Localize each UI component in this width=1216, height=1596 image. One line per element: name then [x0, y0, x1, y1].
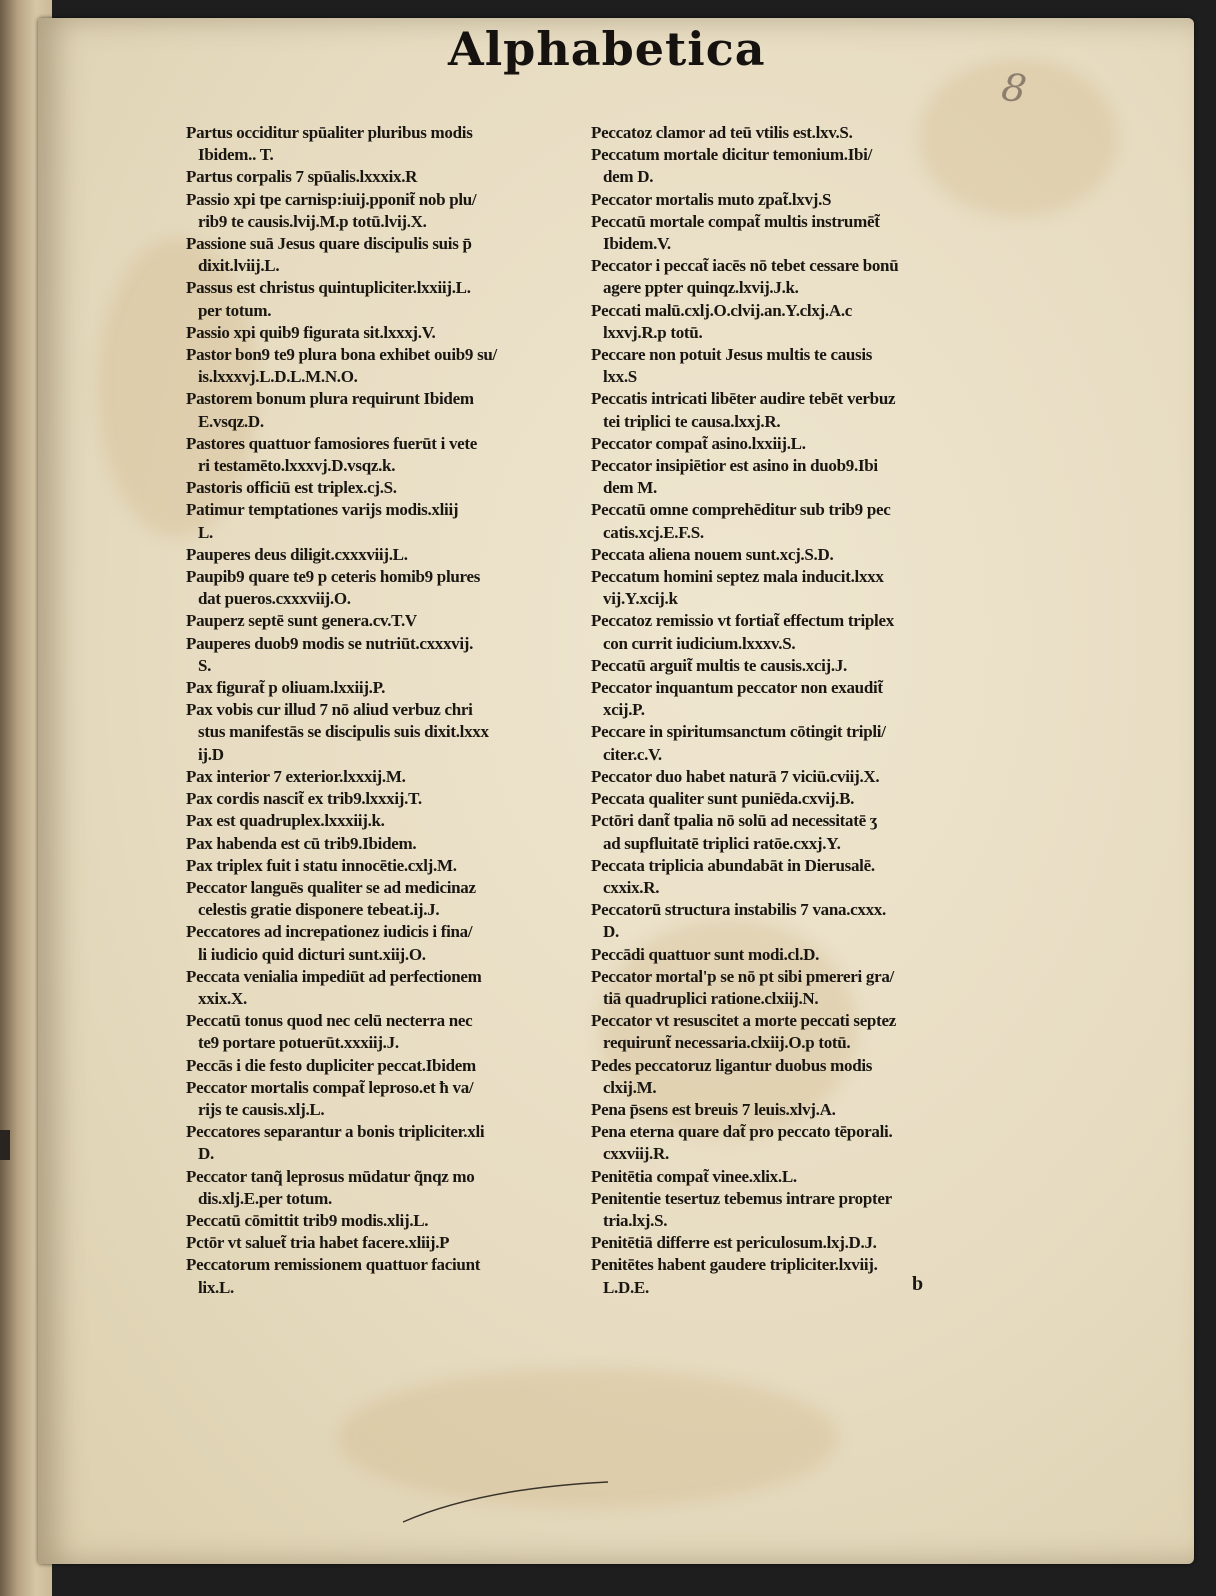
index-entry [591, 944, 961, 966]
entry-line: Peccator mortal'p se nō pt sibi pmereri gra/ [591, 966, 894, 986]
entry-continuation-line: L. [198, 522, 213, 542]
entry-line: Pax habenda est cū trib9.Ibidem. [186, 833, 417, 853]
entry-line: Peccator duo habet naturā 7 viciū.cviij.X. [591, 766, 880, 786]
entry-continuation-line: ij.D [198, 744, 224, 764]
index-entry [591, 655, 961, 677]
entry-continuation-line: tria.lxj.S. [603, 1210, 668, 1230]
book-page [38, 18, 1194, 1564]
entry-line: Partus corpalis 7 spūalis.lxxxix.R [186, 167, 418, 187]
entry-line: Peccatū tonus quod nec celū necterra nec [186, 1011, 473, 1031]
entry-continuation-line: Ibidem.. T. [198, 145, 274, 165]
entry-continuation-line: dem M. [603, 478, 657, 498]
entry-line: Pauperes deus diligit.cxxxviij.L. [186, 544, 408, 564]
entry-continuation-line: dis.xlj.E.per totum. [198, 1188, 332, 1208]
entry-line: Peccatū cōmittit trib9 modis.xlij.L. [186, 1210, 429, 1230]
index-entry [591, 899, 961, 943]
index-entry [186, 1121, 566, 1165]
index-entry [186, 433, 566, 477]
entry-line: Peccatis intricati libēter audire tebēt verbuz [591, 389, 896, 409]
running-heading: Alphabetica [448, 22, 766, 76]
index-column-left [186, 122, 566, 1299]
entry-line: Peccatores separantur a bonis tripliciter.xli [186, 1122, 485, 1142]
entry-line: Peccata qualiter sunt puniēda.cxvij.B. [591, 789, 855, 809]
index-entry [186, 877, 566, 921]
entry-line: Peccata aliena nouem sunt.xcj.S.D. [591, 544, 834, 564]
entry-continuation-line: con currit iudicium.lxxxv.S. [603, 633, 796, 653]
entry-line: Peccator mortalis compat̃ leproso.et ħ va/ [186, 1077, 474, 1097]
entry-line: Passio xpi tpe carnisp:iuij.pponit̃ nob plu/ [186, 189, 477, 209]
entry-line: Pax est quadruplex.lxxxiij.k. [186, 811, 385, 831]
index-entry [591, 1010, 961, 1054]
index-entry [186, 344, 566, 388]
index-entry [591, 344, 961, 388]
index-entry [186, 388, 566, 432]
entry-continuation-line: lix.L. [198, 1277, 234, 1297]
index-entry [591, 544, 961, 566]
entry-line: Pastor bon9 te9 plura bona exhibet ouib9 su/ [186, 345, 497, 365]
index-entry [186, 1210, 566, 1232]
index-entry [591, 810, 961, 854]
entry-line: Peccatum mortale dicitur temonium.Ibi/ [591, 145, 873, 165]
index-entry [591, 144, 961, 188]
index-entry [591, 455, 961, 499]
index-entry [186, 633, 566, 677]
signature-mark: b [912, 1273, 924, 1295]
entry-continuation-line: xcij.P. [603, 700, 645, 720]
index-entry [186, 610, 566, 632]
entry-continuation-line: E.vsqz.D. [198, 411, 264, 431]
entry-line: Peccator languēs qualiter se ad medicinaz [186, 877, 476, 897]
index-entry [591, 1166, 961, 1188]
index-entry [591, 1188, 961, 1232]
index-entry [186, 1010, 566, 1054]
entry-continuation-line: D. [198, 1144, 214, 1164]
entry-line: Peccata venialia impediūt ad perfectionem [186, 966, 482, 986]
entry-line: Peccatū mortale compat̃ multis instrumēt̃ [591, 211, 880, 231]
entry-line: Pedes peccatoruz ligantur duobus modis [591, 1055, 873, 1075]
entry-line: Passio xpi quib9 figurata sit.lxxxj.V. [186, 322, 436, 342]
entry-line: Peccator insipiētior est asino in duob9.Ibi [591, 456, 878, 476]
index-entry [591, 766, 961, 788]
entry-line: Peccare non potuit Jesus multis te causis [591, 345, 873, 365]
entry-continuation-line: citer.c.V. [603, 744, 662, 764]
index-entry [186, 810, 566, 832]
index-entry [186, 1077, 566, 1121]
folio-number: 8 [999, 64, 1030, 112]
entry-line: Pena eterna quare dat̃ pro peccato tēporali. [591, 1122, 893, 1142]
entry-line: Pax vobis cur illud 7 nō aliud verbuz chri [186, 700, 473, 720]
entry-line: Pctōr vt saluet̃ tria habet facere.xliij.P [186, 1233, 450, 1253]
index-entry [186, 1166, 566, 1210]
entry-continuation-line: stus manifestās se discipulis suis dixit.lxxx [198, 722, 489, 742]
index-column-right [591, 122, 961, 1299]
index-entry [186, 766, 566, 788]
index-entry [591, 610, 961, 654]
entry-continuation-line: per totum. [198, 300, 272, 320]
entry-continuation-line: dixit.lviij.L. [198, 256, 280, 276]
index-entry [186, 677, 566, 699]
index-entry [186, 966, 566, 1010]
entry-continuation-line: dat pueros.cxxxviij.O. [198, 589, 351, 609]
index-entry [591, 189, 961, 211]
index-entry [186, 544, 566, 566]
entry-line: Penitētes habent gaudere tripliciter.lxviij. [591, 1255, 878, 1275]
entry-continuation-line: cxxviij.R. [603, 1144, 669, 1164]
entry-line: Pctōri dant̃ tpalia nō solū ad necessitatē ʒ [591, 811, 878, 831]
entry-continuation-line: requirunt̃ necessaria.clxiij.O.p totū. [603, 1033, 851, 1053]
entry-continuation-line: tei triplici te causa.lxxj.R. [603, 411, 781, 431]
entry-line: Pauperes duob9 modis se nutriūt.cxxxvij. [186, 633, 474, 653]
index-entry [186, 477, 566, 499]
index-entry [591, 499, 961, 543]
index-entry [591, 1055, 961, 1099]
entry-line: Peccatorum remissionem quattuor faciunt [186, 1255, 481, 1275]
index-entry [186, 1055, 566, 1077]
entry-line: Peccatū omne comprehēditur sub trib9 pec [591, 500, 891, 520]
entry-line: Peccator tanq̃ leprosus mūdatur q̃nqz mo [186, 1166, 475, 1186]
entry-continuation-line: rijs te causis.xlj.L. [198, 1099, 325, 1119]
entry-continuation-line: Ibidem.V. [603, 234, 671, 254]
entry-line: Peccās i die festo dupliciter peccat.Ibidem [186, 1055, 476, 1075]
entry-line: Pax cordis nascit̃ ex trib9.lxxxij.T. [186, 789, 422, 809]
entry-line: Pastoris officiū est triplex.cj.S. [186, 478, 397, 498]
entry-line: Passus est christus quintupliciter.lxxiij.L. [186, 278, 471, 298]
entry-continuation-line: li iudicio quid dicturi sunt.xiij.O. [198, 944, 426, 964]
pen-stroke-mark [398, 1478, 618, 1528]
index-entry [186, 921, 566, 965]
entry-line: Pax figurat̃ p oliuam.lxxiij.P. [186, 678, 386, 698]
entry-line: Passione suā Jesus quare discipulis suis p̄ [186, 234, 472, 254]
entry-line: Peccata triplicia abundabāt in Dierusalē. [591, 855, 875, 875]
index-entry [591, 255, 961, 299]
entry-line: Peccatoz remissio vt fortiat̃ effectum triplex [591, 611, 894, 631]
entry-line: Pax triplex fuit i statu innocētie.cxlj.M. [186, 855, 457, 875]
index-entry [591, 1099, 961, 1121]
entry-line: Peccatoz clamor ad teū vtilis est.lxv.S. [591, 123, 853, 142]
entry-continuation-line: rib9 te causis.lvij.M.p totū.lvij.X. [198, 211, 427, 231]
entry-line: Pastorem bonum plura requirunt Ibidem [186, 389, 474, 409]
entry-continuation-line: ad supfluitatē triplici ratōe.cxxj.Y. [603, 833, 841, 853]
entry-continuation-line: celestis gratie disponere tebeat.ij.J. [198, 900, 440, 920]
entry-line: Penitētiā differre est periculosum.lxj.D.J. [591, 1233, 877, 1253]
index-entry [186, 277, 566, 321]
entry-line: Peccator inquantum peccator non exaudit̃ [591, 678, 883, 698]
index-entry [186, 788, 566, 810]
entry-continuation-line: dem D. [603, 167, 654, 187]
index-entry [186, 322, 566, 344]
index-entry [186, 1232, 566, 1254]
entry-line: Peccatores ad increpationez iudicis i fina/ [186, 922, 473, 942]
entry-line: Peccatorū structura instabilis 7 vana.cxxx. [591, 900, 886, 920]
entry-line: Peccatum homini septez mala inducit.lxxx [591, 567, 884, 587]
entry-continuation-line: xxix.X. [198, 988, 247, 1008]
entry-line: Peccādi quattuor sunt modi.cl.D. [591, 944, 820, 964]
entry-line: Peccator compat̃ asino.lxxiij.L. [591, 433, 806, 453]
entry-line: Peccatū arguit̃ multis te causis.xcij.J. [591, 655, 848, 675]
entry-continuation-line: lxx.S [603, 367, 637, 387]
entry-continuation-line: catis.xcj.E.F.S. [603, 522, 704, 542]
entry-line: Peccati malū.cxlj.O.clvij.an.Y.clxj.A.c [591, 300, 853, 320]
index-entry [591, 1254, 961, 1298]
index-entry [186, 855, 566, 877]
entry-continuation-line: tiā quadruplici ratione.clxiij.N. [603, 988, 819, 1008]
entry-line: Paupib9 quare te9 p ceteris homib9 plures [186, 567, 481, 587]
index-entry [591, 566, 961, 610]
index-entry [591, 677, 961, 721]
binding-mark [0, 1130, 10, 1160]
entry-continuation-line: is.lxxxvj.L.D.L.M.N.O. [198, 367, 358, 387]
index-entry [591, 433, 961, 455]
index-entry [186, 233, 566, 277]
index-entry [186, 122, 566, 166]
index-entry [591, 300, 961, 344]
entry-line: Pax interior 7 exterior.lxxxij.M. [186, 766, 406, 786]
entry-continuation-line: lxxvj.R.p totū. [603, 322, 703, 342]
index-entry [186, 566, 566, 610]
entry-continuation-line: te9 portare potuerūt.xxxiij.J. [198, 1033, 399, 1053]
entry-line: Penitentie tesertuz tebemus intrare propter [591, 1188, 892, 1208]
index-entry [186, 1254, 566, 1298]
index-entry [591, 122, 961, 144]
entry-continuation-line: clxij.M. [603, 1077, 657, 1097]
entry-line: Peccator vt resuscitet a morte peccati septez [591, 1011, 896, 1031]
index-entry [186, 833, 566, 855]
entry-line: Peccator i peccat̃ iacēs nō tebet cessare bonū [591, 256, 899, 276]
entry-continuation-line: S. [198, 655, 212, 675]
index-entry [591, 788, 961, 810]
entry-line: Patimur temptationes varijs modis.xliij [186, 500, 459, 520]
entry-continuation-line: agere ppter quinqz.lxvij.J.k. [603, 278, 799, 298]
index-entry [186, 189, 566, 233]
entry-continuation-line: L.D.E. [603, 1277, 649, 1297]
index-entry [186, 166, 566, 188]
index-entry [186, 499, 566, 543]
entry-line: Peccare in spiritumsanctum cōtingit tripli/ [591, 722, 886, 742]
entry-continuation-line: vij.Y.xcij.k [603, 589, 678, 609]
index-entry [591, 1121, 961, 1165]
index-entry [591, 1232, 961, 1254]
entry-continuation-line: cxxix.R. [603, 877, 660, 897]
index-entry [591, 721, 961, 765]
index-entry [591, 966, 961, 1010]
index-entry [186, 699, 566, 766]
entry-continuation-line: ri testamēto.lxxxvj.D.vsqz.k. [198, 456, 396, 476]
index-entry [591, 211, 961, 255]
entry-line: Pauperz septē sunt genera.cv.T.V [186, 611, 417, 631]
index-entry [591, 855, 961, 899]
entry-line: Pastores quattuor famosiores fuerūt i vete [186, 433, 477, 453]
entry-line: Partus occiditur spūaliter pluribus modis [186, 123, 473, 142]
index-entry [591, 388, 961, 432]
entry-line: Penitētia compat̃ vinee.xlix.L. [591, 1166, 797, 1186]
entry-line: Pena p̄sens est breuis 7 leuis.xlvj.A. [591, 1099, 836, 1119]
entry-continuation-line: D. [603, 922, 619, 942]
entry-line: Peccator mortalis muto zpat̃.lxvj.S [591, 189, 832, 209]
